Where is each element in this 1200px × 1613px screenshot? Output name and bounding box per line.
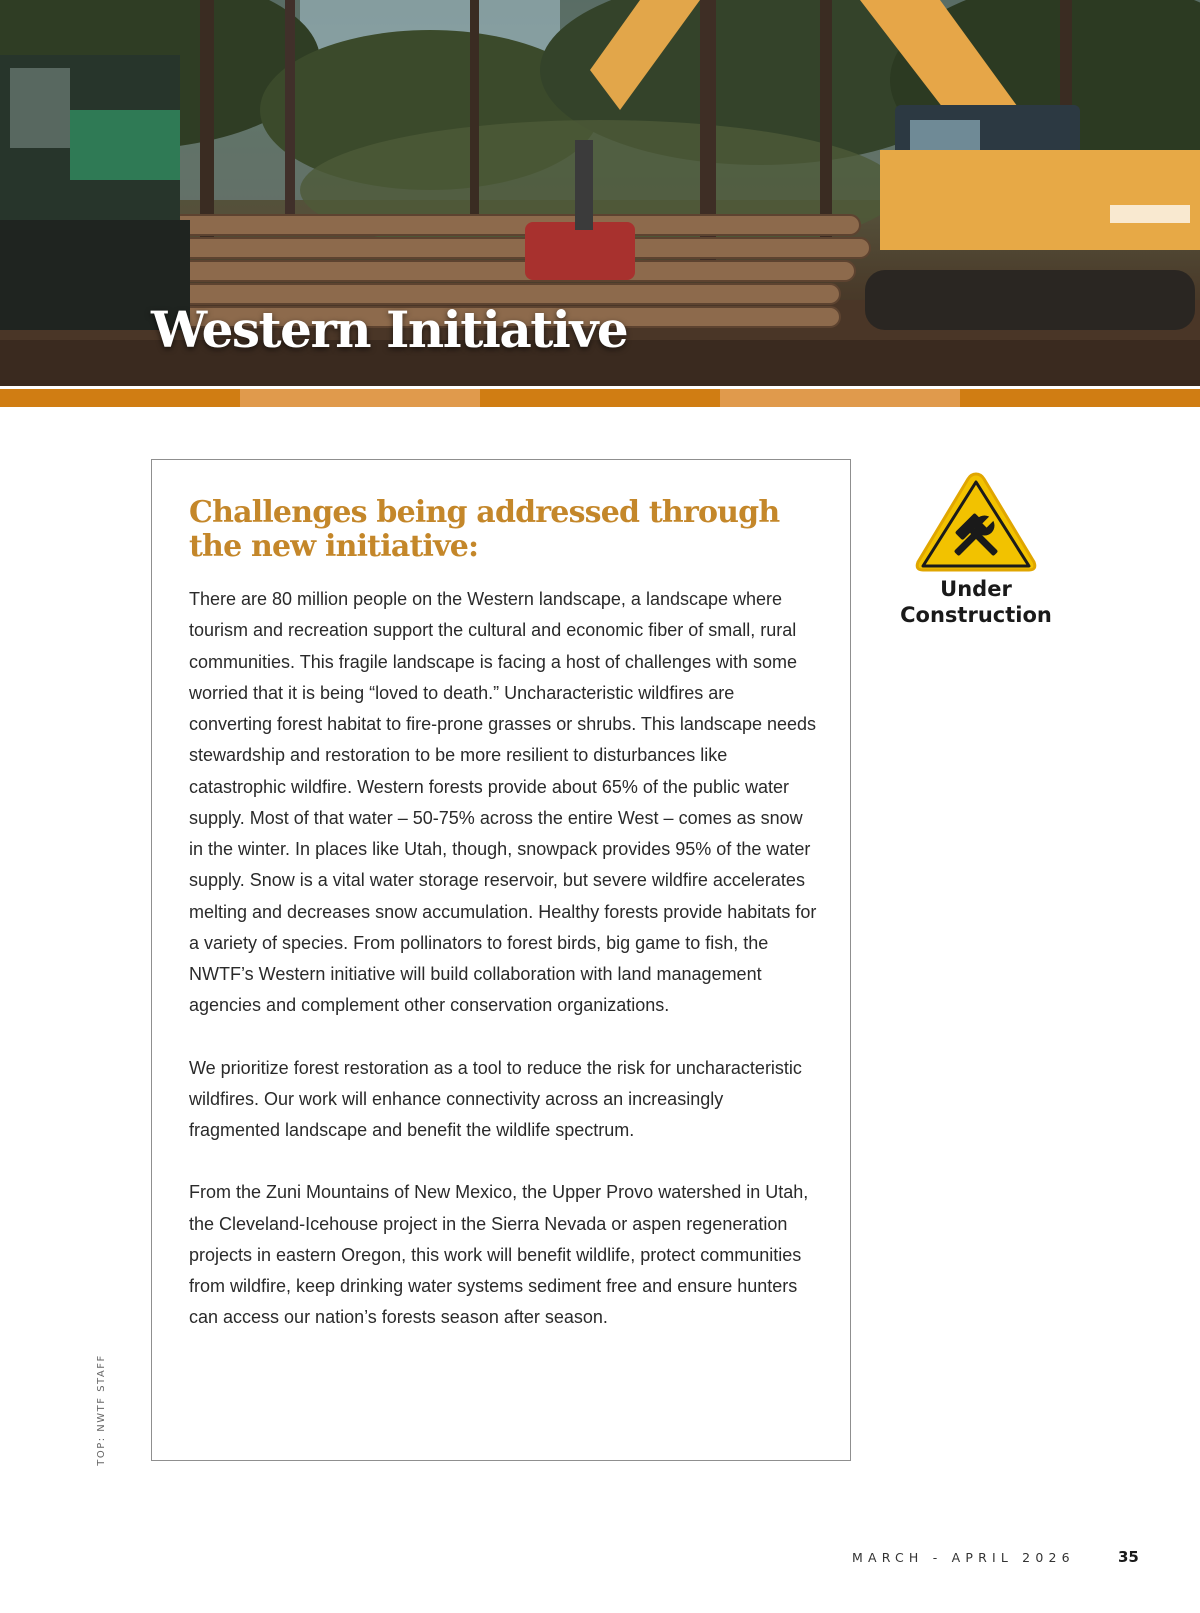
under-construction-label [876,576,1076,628]
article-paragraph: There are 80 million people on the Western landscape, a landscape where tourism and recreation support the cultural and economic fiber of small, rural communities. This fragile landscape is facing a host of challenges with some worried that it is being “loved to death.” Uncharacteristic wildfires are converting forest habitat to fire-prone grasses or shrubs. This landscape needs stewardship and restoration to be more resilient to disturbances like catastrophic wildfire. Western forests provide about 65% of the public water supply. Most of that water – 50-75% across the entire West – comes as snow in the winter. In places like Utah, though, snowpack provides 95% of the water supply. Snow is a vital water storage reservoir, but severe wildfire accelerates melting and decreases snow accumulation. Healthy forests provide habitats for a variety of species. From pollinators to forest birds, big game to fish, the NWTF’s Western initiative will build collaboration with land management agencies and complement other conservation organizations. [189,589,817,1016]
label-line: Under [940,577,1012,601]
page-title: Western Initiative [151,300,628,359]
article-paragraph: From the Zuni Mountains of New Mexico, the Upper Provo watershed in Utah, the Cleveland-Icehouse project in the Sierra Nevada or aspen regeneration projects in eastern Oregon, this work will benefit wildlife, protect communities from wildfire, keep drinking water systems sediment free and ensure hunters can access our nation’s forests season after season. [189,1182,809,1328]
stripe-segment [720,389,960,407]
hero-photo [0,0,1200,386]
photo-credit: TOP: NWTF STAFF [96,1354,107,1466]
article-heading: Challenges being addressed through the new initiative: [189,495,780,564]
article-body [189,584,819,1365]
under-construction-warning-icon [913,470,1039,574]
stripe-segment [0,389,240,407]
stripe-segment [960,389,1200,407]
color-stripe [0,386,1200,407]
label-line: Construction [900,603,1052,627]
stripe-segment [240,389,480,407]
article-paragraph: We prioritize forest restoration as a tool to reduce the risk for uncharacteristic wildfires. Our work will enhance connectivity across an increasingly fragmented landscape and benefit the wildlife spectrum. [189,1057,802,1140]
under-construction-notice [876,470,1076,628]
stripe-segment [480,389,720,407]
page-number: 35 [1118,1548,1139,1566]
article-box [151,459,851,1461]
issue-date: MARCH - APRIL 2026 [852,1550,1075,1565]
